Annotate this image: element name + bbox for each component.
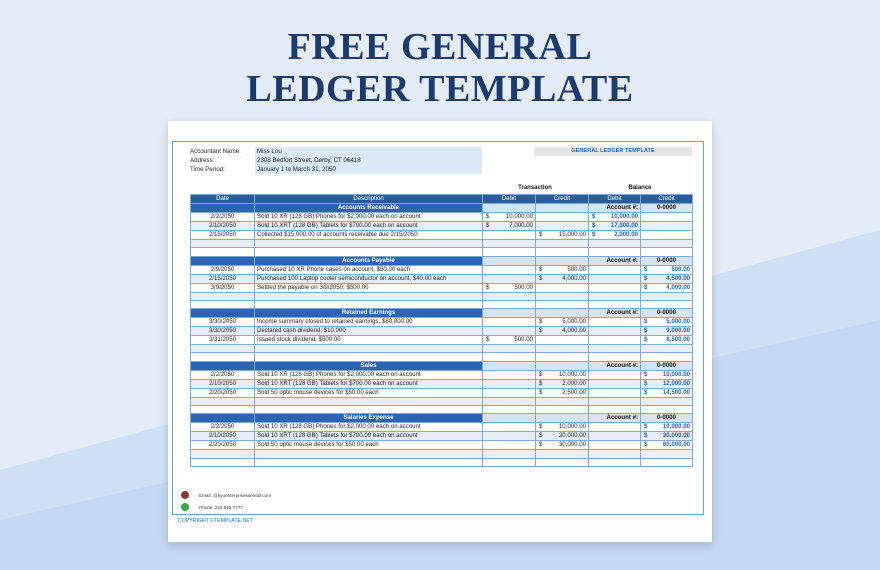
page-title [0,26,880,110]
row-date[interactable]: 3/30/2050 [191,318,255,327]
balance-header: Balance [628,185,652,191]
empty-cell[interactable] [536,248,589,256]
row-description[interactable]: Purchased 10 XR Phone cases on account, $50.00 each [255,265,483,274]
row-credit-value: 30,000.00 [558,441,586,449]
empty-cell[interactable] [536,397,589,405]
empty-cell[interactable] [255,248,483,256]
empty-cell[interactable] [483,458,536,466]
section-header-row [191,256,693,265]
row-balance-credit[interactable] [641,441,693,450]
accountant-field[interactable]: Miss Lou [255,147,482,156]
table-row [191,213,693,222]
currency-symbol: $ [539,441,543,449]
row-description[interactable]: Sold 10 XR (128 GB) Phones for $2,000.00 each on account [255,213,483,222]
row-balance-credit[interactable] [641,213,693,222]
row-date[interactable]: 3/30/2050 [191,327,255,336]
empty-row [191,353,693,361]
phone-icon [181,503,189,511]
table-row [191,388,693,397]
row-debit[interactable] [483,336,536,345]
empty-cell[interactable] [641,292,693,300]
row-balance-credit-value: 4,500.00 [666,274,690,282]
row-balance-debit[interactable] [589,222,641,231]
table-row [191,283,693,292]
row-credit[interactable] [536,318,589,327]
page-title-line2: LEDGER TEMPLATE [246,68,634,110]
row-balance-credit[interactable] [641,379,693,388]
empty-cell[interactable] [483,345,536,353]
empty-cell[interactable] [483,248,536,256]
table-row [191,379,693,388]
row-date[interactable]: 2/2/2050 [191,423,255,432]
empty-cell[interactable] [641,397,693,405]
row-balance-credit-value: 4,000.00 [666,283,690,291]
row-credit[interactable] [536,265,589,274]
template-title: GENERAL LEDGER TEMPLATE [534,147,692,156]
period-label: Time Period: [190,166,225,173]
section-header-row [191,309,693,318]
currency-symbol: $ [644,327,648,335]
currency-symbol: $ [486,336,490,344]
row-balance-debit[interactable] [589,265,641,274]
row-description[interactable]: Declared cash dividend, $10,000 [255,327,483,336]
row-date[interactable]: 3/9/2050 [191,283,255,292]
row-balance-credit-value: 60,000.00 [662,441,690,449]
empty-cell[interactable] [483,353,536,361]
currency-symbol: $ [539,379,543,387]
empty-cell[interactable] [191,300,255,308]
section-blank [483,309,536,318]
section-name: Accounts Receivable [255,204,483,213]
row-balance-credit[interactable] [641,265,693,274]
currency-symbol: $ [644,379,648,387]
row-balance-credit[interactable] [641,222,693,231]
empty-row [191,345,693,353]
empty-cell[interactable] [589,397,641,405]
row-credit-value: 4,000.00 [562,327,586,335]
table-row [191,441,693,450]
empty-cell[interactable] [589,248,641,256]
row-balance-credit-value: 12,000.00 [662,379,690,387]
currency-symbol: $ [486,213,490,220]
row-date[interactable]: 2/10/2050 [191,222,255,231]
copyright: COPYRIGHT ©TEMPLATE.NET [178,518,253,524]
section-header-row [191,414,693,423]
row-date[interactable]: 2/10/2050 [191,432,255,441]
row-description[interactable]: Purchased 100 Laptop cooler semiconductor on account, $40.00 each [255,274,483,283]
section-header-blank [191,309,255,318]
row-debit[interactable] [483,231,536,240]
empty-cell[interactable] [191,240,255,248]
account-number-value[interactable]: 0-0000 [641,361,693,370]
empty-cell[interactable] [589,240,641,248]
row-debit-value: 500.00 [514,283,533,291]
empty-cell[interactable] [483,397,536,405]
row-debit[interactable] [483,441,536,450]
row-description[interactable]: Income summary closed to retained earnings, $80,000.00 [255,318,483,327]
footer-phone: Phone: 222 555 7777 [199,505,243,510]
row-credit[interactable] [536,432,589,441]
empty-row [191,300,693,308]
empty-cell[interactable] [536,406,589,414]
empty-cell[interactable] [483,292,536,300]
row-balance-credit[interactable] [641,327,693,336]
row-balance-credit[interactable] [641,432,693,441]
section-header-blank [191,256,255,265]
empty-cell[interactable] [589,292,641,300]
empty-cell[interactable] [536,345,589,353]
currency-symbol: $ [644,336,648,344]
currency-symbol: $ [644,274,648,282]
currency-symbol: $ [539,388,543,396]
empty-row [191,450,693,458]
section-blank [483,256,536,265]
currency-symbol: $ [539,274,543,282]
row-debit[interactable] [483,432,536,441]
empty-cell[interactable] [191,406,255,414]
row-debit[interactable] [483,423,536,432]
empty-cell[interactable] [589,345,641,353]
empty-cell[interactable] [641,248,693,256]
row-credit[interactable] [536,327,589,336]
row-description[interactable]: Sold 50 optic mouse devices for $50.00 each [255,388,483,397]
row-credit[interactable] [536,388,589,397]
address-field[interactable]: 2308 Bedfort Street, Derby, CT 06418 [255,156,482,165]
row-balance-debit[interactable] [589,441,641,450]
row-balance-credit[interactable] [641,388,693,397]
row-debit[interactable] [483,265,536,274]
empty-cell[interactable] [641,406,693,414]
row-balance-credit-value: 9,000.00 [666,327,690,335]
accountant-label: Accountant Name: [190,148,241,155]
table-row [191,423,693,432]
account-number-label: Account #: [589,414,641,423]
section-blank [536,414,589,423]
row-description[interactable]: Sold 10 XR (128 GB) Phones for $2,000.00 each on account [255,370,483,379]
person-icon [181,491,189,499]
row-debit[interactable] [483,388,536,397]
empty-cell[interactable] [641,458,693,466]
empty-cell[interactable] [191,353,255,361]
row-balance-credit-value: 30,000.00 [662,432,690,440]
row-date[interactable]: 2/2/2050 [191,370,255,379]
currency-symbol: $ [539,370,543,378]
empty-cell[interactable] [641,300,693,308]
section-header-blank [191,204,255,213]
column-header-row [191,195,693,204]
empty-cell[interactable] [536,353,589,361]
row-date[interactable]: 2/10/2050 [191,379,255,388]
empty-cell[interactable] [255,450,483,458]
row-date[interactable]: 2/15/2050 [191,274,255,283]
currency-symbol: $ [644,432,648,440]
empty-cell[interactable] [536,240,589,248]
row-credit-value: 2,000.00 [562,379,586,387]
account-number-label: Account #: [589,361,641,370]
ledger-sheet [168,121,712,542]
account-number-value[interactable]: 0-0000 [641,204,693,213]
footer-email: Email: @hyuenterprisesitemail.com [199,493,272,498]
row-date[interactable]: 2/9/2050 [191,265,255,274]
row-credit-value: 5,000.00 [562,318,586,326]
row-balance-debit[interactable] [589,213,641,222]
empty-cell[interactable] [255,345,483,353]
empty-cell[interactable] [191,450,255,458]
row-balance-credit-value: 10,000.00 [662,423,690,431]
currency-symbol: $ [644,441,648,449]
row-balance-credit[interactable] [641,283,693,292]
row-credit[interactable] [536,423,589,432]
section-name: Accounts Payable [255,256,483,265]
currency-symbol: $ [539,231,543,238]
empty-cell[interactable] [255,300,483,308]
empty-cell[interactable] [641,240,693,248]
empty-cell[interactable] [191,458,255,466]
col-balance-credit: Credit [641,195,693,204]
empty-cell[interactable] [641,450,693,458]
row-credit-value: 15,000.00 [558,231,586,238]
account-number-label: Account #: [589,256,641,265]
currency-symbol: $ [592,231,596,238]
empty-cell[interactable] [589,406,641,414]
row-debit-value: 7,000.00 [509,222,533,229]
row-debit[interactable] [483,318,536,327]
section-blank [483,361,536,370]
account-number-label: Account #: [589,309,641,318]
empty-row [191,248,693,256]
empty-cell[interactable] [255,240,483,248]
empty-cell[interactable] [589,300,641,308]
row-balance-debit[interactable] [589,379,641,388]
row-description[interactable]: Sold 10 XRT (128 GB) Tablets for $700.00 each on account [255,379,483,388]
row-debit[interactable] [483,379,536,388]
table-row [191,318,693,327]
row-credit[interactable] [536,336,589,345]
currency-symbol: $ [644,265,648,273]
row-credit[interactable] [536,441,589,450]
empty-cell[interactable] [641,353,693,361]
row-balance-credit[interactable] [641,231,693,240]
period-field[interactable]: January 1 to March 31, 2050 [255,165,482,174]
empty-cell[interactable] [483,300,536,308]
section-header-row [191,361,693,370]
section-name: Retained Earnings [255,309,483,318]
table-row [191,432,693,441]
empty-cell[interactable] [536,458,589,466]
row-balance-debit[interactable] [589,327,641,336]
row-balance-credit-value: 8,500.00 [666,336,690,344]
col-credit: Credit [536,195,589,204]
section-header-row [191,204,693,213]
currency-symbol: $ [486,283,490,291]
section-header-blank [191,414,255,423]
row-balance-credit-value: 14,500.00 [662,388,690,396]
empty-cell[interactable] [483,406,536,414]
empty-cell[interactable] [255,397,483,405]
currency-symbol: $ [539,432,543,440]
row-credit-value: 500.00 [567,265,586,273]
row-credit[interactable] [536,222,589,231]
transaction-header: Transaction [518,185,552,191]
row-debit[interactable] [483,327,536,336]
row-credit[interactable] [536,379,589,388]
table-row [191,274,693,283]
row-balance-credit[interactable] [641,370,693,379]
row-balance-debit[interactable] [589,274,641,283]
empty-row [191,240,693,248]
section-name: Salaries Expense [255,414,483,423]
currency-symbol: $ [592,213,596,220]
empty-cell[interactable] [191,248,255,256]
row-balance-debit[interactable] [589,318,641,327]
empty-cell[interactable] [255,406,483,414]
row-debit-value: 500.00 [514,336,533,344]
ledger-table [190,194,693,467]
col-description: Description [255,195,483,204]
account-number-label: Account #: [589,204,641,213]
row-balance-credit-value: 5,000.00 [666,318,690,326]
empty-row [191,406,693,414]
section-blank [483,414,536,423]
row-balance-debit[interactable] [589,370,641,379]
page-title-line1: FREE GENERAL [287,26,593,68]
row-description[interactable]: Sold 10 XR (128 GB) Phones for $2,000.00 each on account [255,423,483,432]
currency-symbol: $ [539,318,543,326]
currency-symbol: $ [539,265,543,273]
row-balance-debit-value: 2,000.00 [614,231,638,238]
empty-cell[interactable] [536,450,589,458]
row-credit-value: 10,000.00 [558,370,586,378]
empty-row [191,458,693,466]
row-balance-debit[interactable] [589,336,641,345]
row-balance-debit[interactable] [589,432,641,441]
empty-cell[interactable] [191,397,255,405]
row-date[interactable]: 2/2/2050 [191,213,255,222]
row-credit-value: 2,500.00 [562,388,586,396]
row-description[interactable]: Sold 10 XRT (128 GB) Tablets for $700.00 each on account [255,222,483,231]
empty-cell[interactable] [191,292,255,300]
ledger-body [191,204,693,467]
currency-symbol: $ [644,423,648,431]
empty-cell[interactable] [255,458,483,466]
table-row [191,265,693,274]
table-row [191,327,693,336]
empty-cell[interactable] [536,292,589,300]
section-blank [536,361,589,370]
row-balance-debit[interactable] [589,388,641,397]
empty-cell[interactable] [589,450,641,458]
currency-symbol: $ [644,283,648,291]
row-credit[interactable] [536,231,589,240]
row-balance-credit[interactable] [641,336,693,345]
section-blank [536,309,589,318]
row-balance-debit[interactable] [589,423,641,432]
row-description[interactable]: Sold 10 XRT (128 GB) Tablets for $700.00 each on account [255,432,483,441]
currency-symbol: $ [644,370,648,378]
empty-cell[interactable] [536,300,589,308]
currency-symbol: $ [644,318,648,326]
empty-cell[interactable] [483,450,536,458]
row-debit[interactable] [483,283,536,292]
row-credit-value: 20,000.00 [558,432,586,440]
row-balance-debit[interactable] [589,231,641,240]
row-debit[interactable] [483,222,536,231]
row-credit[interactable] [536,213,589,222]
empty-row [191,397,693,405]
row-balance-debit-value: 17,000.00 [610,222,638,229]
row-credit[interactable] [536,283,589,292]
empty-cell[interactable] [255,292,483,300]
row-debit[interactable] [483,213,536,222]
empty-cell[interactable] [191,345,255,353]
section-blank [536,256,589,265]
account-number-value[interactable]: 0-0000 [641,309,693,318]
row-description[interactable]: Sold 50 optic mouse devices for $50.00 each [255,441,483,450]
empty-cell[interactable] [589,353,641,361]
row-balance-credit[interactable] [641,274,693,283]
empty-cell[interactable] [589,458,641,466]
empty-cell[interactable] [255,353,483,361]
row-description[interactable]: Settled the payable on 3/9/2050, $500.00 [255,283,483,292]
section-name: Sales [255,361,483,370]
row-balance-credit[interactable] [641,423,693,432]
table-row [191,336,693,345]
table-row [191,231,693,240]
row-credit-value: 4,000.00 [562,274,586,282]
row-balance-credit-value: 10,000.00 [662,370,690,378]
col-date: Date [191,195,255,204]
currency-symbol: $ [644,388,648,396]
account-number-value[interactable]: 0-0000 [641,256,693,265]
row-date[interactable]: 3/31/2050 [191,336,255,345]
row-credit-value: 10,000.00 [558,423,586,431]
row-balance-debit[interactable] [589,283,641,292]
row-debit[interactable] [483,370,536,379]
currency-symbol: $ [592,222,596,229]
empty-row [191,292,693,300]
currency-symbol: $ [486,222,490,229]
row-debit-value: 10,000.00 [505,213,533,220]
col-debit: Debit [483,195,536,204]
empty-cell[interactable] [641,345,693,353]
col-balance-debit: Debit [589,195,641,204]
row-balance-debit-value: 10,000.00 [610,213,638,220]
table-row [191,222,693,231]
row-credit[interactable] [536,274,589,283]
currency-symbol: $ [539,423,543,431]
row-description[interactable]: Issued stock dividend, $500.00 [255,336,483,345]
row-date[interactable]: 2/15/2050 [191,231,255,240]
account-number-value[interactable]: 0-0000 [641,414,693,423]
section-blank [536,204,589,213]
empty-cell[interactable] [483,240,536,248]
row-balance-credit[interactable] [641,318,693,327]
row-description[interactable]: Collected $15,000.00 of accounts receivable due 2/15/2050 [255,231,483,240]
row-credit[interactable] [536,370,589,379]
table-row [191,370,693,379]
row-date[interactable]: 2/20/2050 [191,388,255,397]
row-balance-credit-value: 500.00 [671,265,690,273]
section-blank [483,204,536,213]
row-date[interactable]: 2/20/2050 [191,441,255,450]
address-label: Address: [190,157,215,164]
section-header-blank [191,361,255,370]
row-debit[interactable] [483,274,536,283]
currency-symbol: $ [539,327,543,335]
